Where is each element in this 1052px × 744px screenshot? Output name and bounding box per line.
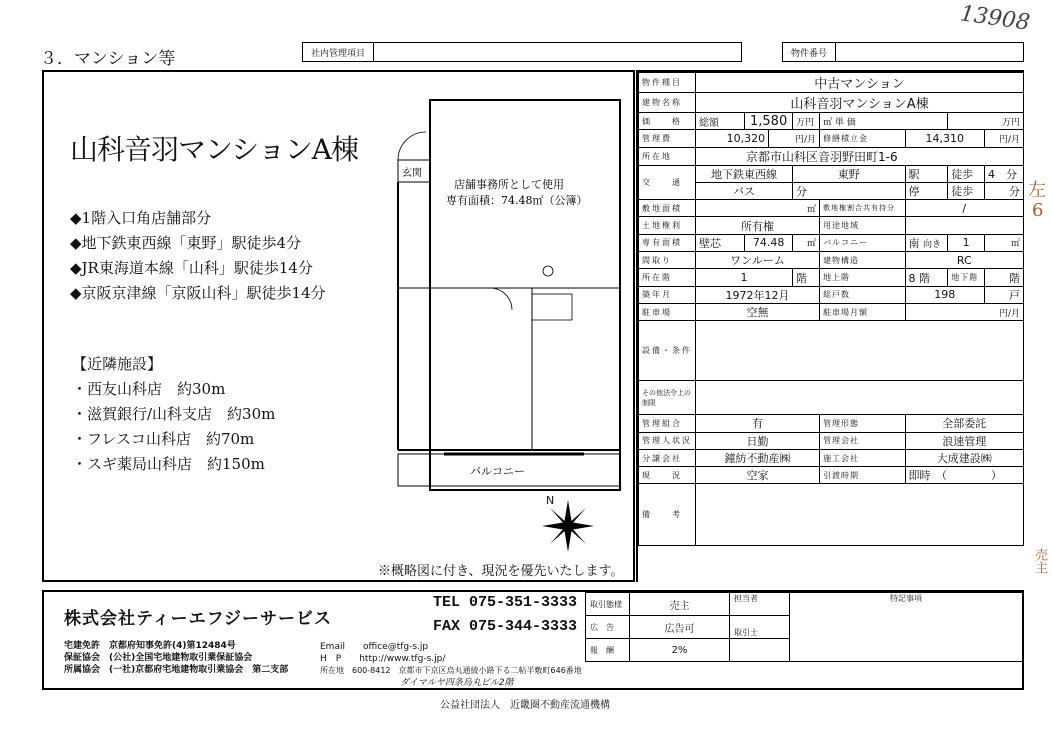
bottom-org: 公益社団法人 近畿圏不動産流通機構 [440,700,610,711]
ad-label: 広 告 [586,616,630,639]
area-unit: ㎡ [793,234,820,251]
above-label: 地上階 [820,269,905,286]
units-value: 198 [905,286,985,303]
association-label: 管理組合 [639,415,696,432]
price-value: 1,580 [745,113,793,130]
per-sqm-unit: 万円 [948,113,1024,130]
floor-value: 1 [696,269,793,286]
balcony-label: バルコニー [820,234,905,251]
section-title: ３．マンション等 [40,49,176,69]
balcony-label: バルコニー [470,465,525,478]
status-label: 現 況 [639,467,696,484]
reserve-label: 修繕積立金 [820,130,905,147]
units-unit: 戸 [985,286,1024,303]
nearby-item: ・スギ薬局山科店 約150m [72,455,265,473]
deal-label: 取引態様 [586,593,630,616]
mgmt-fee-label: 管理費 [639,130,696,147]
parking-fee-unit: 円/月 [905,303,1024,320]
license-line: 所属協会 (一社)京都府宅地建物取引業協会 第二支部 [64,665,289,675]
parking-value: 空無 [696,303,820,320]
feature-item: ◆1階入口角店舗部分 [70,209,212,227]
price-label: 価 格 [639,113,696,130]
address-label: 所在地 [639,147,696,165]
line-value: 地下鉄東西線 [696,165,793,182]
reserve-value: 14,310 [905,130,985,147]
empty-cell [730,639,790,662]
caretaker-label: 管理人状況 [639,432,696,449]
below-label: 地下階 [948,269,985,286]
license-line: 保証協会 (公社)全国宅地建物取引業保証協会 [64,653,253,663]
feature-item: ◆地下鉄東西線「東野」駅徒歩4分 [70,234,302,252]
station-value: 東野 [793,165,905,182]
nearby-item: ・フレスコ山科店 約70m [72,430,255,448]
margin-mark-1: 左 [1028,180,1046,201]
entrance-label: 玄関 [402,168,422,179]
reserve-unit: 円/月 [985,130,1024,147]
seller-value: 鐘紡不動産㈱ [696,449,820,466]
special-label: 特記事項 [790,593,1023,662]
facing-value: 南 向き [905,234,948,251]
structure-value: RC [905,252,1024,269]
deal-value: 売主 [630,593,730,616]
fee-label: 報 酬 [586,639,630,662]
remarks-value [696,484,1024,546]
share-label: 敷地権割合共有持分 [820,200,905,217]
contact-info [320,641,582,689]
property-no-label: 物件番号 [783,43,836,61]
address-value: 京都市山科区音羽野田町1-6 [696,147,1024,165]
walk-label: 徒歩 [948,165,985,182]
other-law-value [696,381,1024,415]
mgmt-form-label: 管理形態 [820,415,905,432]
above-value: 8 階 [905,269,948,286]
parking-label: 駐車場 [639,303,696,320]
name-value: 山科音羽マンションA棟 [696,93,1024,113]
mgmt-co-label: 管理会社 [820,432,905,449]
type-label: 物件種目 [639,73,696,93]
location-row-2: ダイマルヤ四条烏丸ビル2階 [400,678,514,688]
note: ※概略図に付き、現況を優先いたします。 [378,564,624,579]
email-row: Email office@tfg-s.jp [320,642,429,652]
other-law-label: その他法令上の制限 [639,381,696,415]
seller-label: 分譲会社 [639,449,696,466]
caretaker-value: 日勤 [696,432,820,449]
built-value: 1972年12月 [696,286,820,303]
site-area-unit: ㎡ [696,200,820,217]
terms-label: 取引士 [730,616,790,639]
feature-item: ◆京阪京津線「京阪山科」駅徒歩14分 [70,284,326,302]
area-label: 専有面積 [639,234,696,251]
company-name: 株式会社ティーエフジーサービス [64,609,332,629]
property-no-box [782,42,1024,62]
parking-fee-label: 駐車場月額 [820,303,905,320]
license-line: 宅建免許 京都府知事免許(4)第12484号 [64,641,236,651]
zoning-value [905,217,1024,234]
license-info [64,640,288,676]
floor-plan [384,98,624,498]
builder-value: 大成建設㈱ [905,449,1024,466]
price-unit: 万円 [793,113,820,130]
zoning-label: 用途地域 [820,217,905,234]
builder-label: 施工会社 [820,449,905,466]
ad-value: 広告可 [630,616,730,639]
equipment-label: 設備・条件 [639,321,696,381]
type-value: 中古マンション [696,73,1024,93]
total-label: 総額 [696,113,745,130]
balcony-unit: ㎡ [985,234,1024,251]
handwritten-number: 13908 [958,1,1032,36]
built-label: 築年月 [639,286,696,303]
compass-north-label: N [546,494,555,507]
fee-value: 2% [630,639,730,662]
margin-mark-2: 6 [1032,200,1044,221]
site-area-label: 敷地面積 [639,200,696,217]
nearby-item: ・滋賀銀行/山科支店 約30m [72,405,276,423]
building-title: 山科音羽マンションA棟 [70,133,358,166]
margin-mark-3: 売主 [1032,548,1047,574]
bus-min: 分 [793,182,905,199]
mgmt-form-value: 全部委託 [905,415,1024,432]
per-sqm-label: ㎡ 単 価 [820,113,948,130]
kai-label: 階 [793,269,820,286]
land-right-value: 所有権 [696,217,820,234]
layout-label: 間取り [639,252,696,269]
layout-value: ワンルーム [696,252,820,269]
association-value: 有 [696,415,820,432]
handover-label: 引渡時期 [820,467,905,484]
remarks-label: 備 考 [639,484,696,546]
share-value: / [905,200,1024,217]
usage-label: 店舗事務所として使用 [454,178,564,191]
structure-label: 建物構造 [820,252,905,269]
fax: FAX 075-344-3333 [433,618,578,635]
walk2-label: 徒歩 [948,182,985,199]
feature-item: ◆JR東海道本線「山科」駅徒歩14分 [70,259,313,277]
transport-label: 交 通 [639,165,696,200]
wall-center-label: 壁芯 [696,234,745,251]
equipment-value [696,321,1024,381]
bus-label: バス [696,182,793,199]
nearby-heading: 【近隣施設】 [72,355,163,373]
tel: TEL 075-351-3333 [433,594,578,611]
mgmt-fee-unit: 円/月 [769,130,820,147]
balcony-area: 1 [948,234,985,251]
mgmt-fee-value: 10,320 [696,130,769,147]
internal-mgmt-box [302,42,742,62]
below-unit: 階 [985,269,1024,286]
status-value: 空家 [696,467,820,484]
walk2-min: 分 [985,182,1024,199]
internal-mgmt-label: 社内管理項目 [303,43,374,61]
eki-label: 駅 [905,165,948,182]
floor-label: 所在階 [639,269,696,286]
area-label: 専有面積：74.48㎡（公簿） [446,194,588,207]
handover-value: 即時 （ ） [905,467,1024,484]
spec-table [638,72,1024,546]
mgmt-co-value: 浪速管理 [905,432,1024,449]
agent-label: 担当者 [730,593,790,616]
stop-label: 停 [905,182,948,199]
nearby-list [72,352,275,477]
spec-panel [636,70,1024,582]
nearby-item: ・西友山科店 約30m [72,380,226,398]
units-label: 総戸数 [820,286,905,303]
name-label: 建物名称 [639,93,696,113]
hp-row: H P http://www.tfg-s.jp/ [320,654,446,664]
deal-table [585,592,1023,662]
feature-list [70,206,326,306]
walk-min: 4 分 [985,165,1024,182]
land-right-label: 土地権利 [639,217,696,234]
area-value: 74.48 [745,234,793,251]
location-row: 所在地 600-8412 京都市下京区烏丸通綾小路下る二帖半敷町646番地 [320,666,582,675]
